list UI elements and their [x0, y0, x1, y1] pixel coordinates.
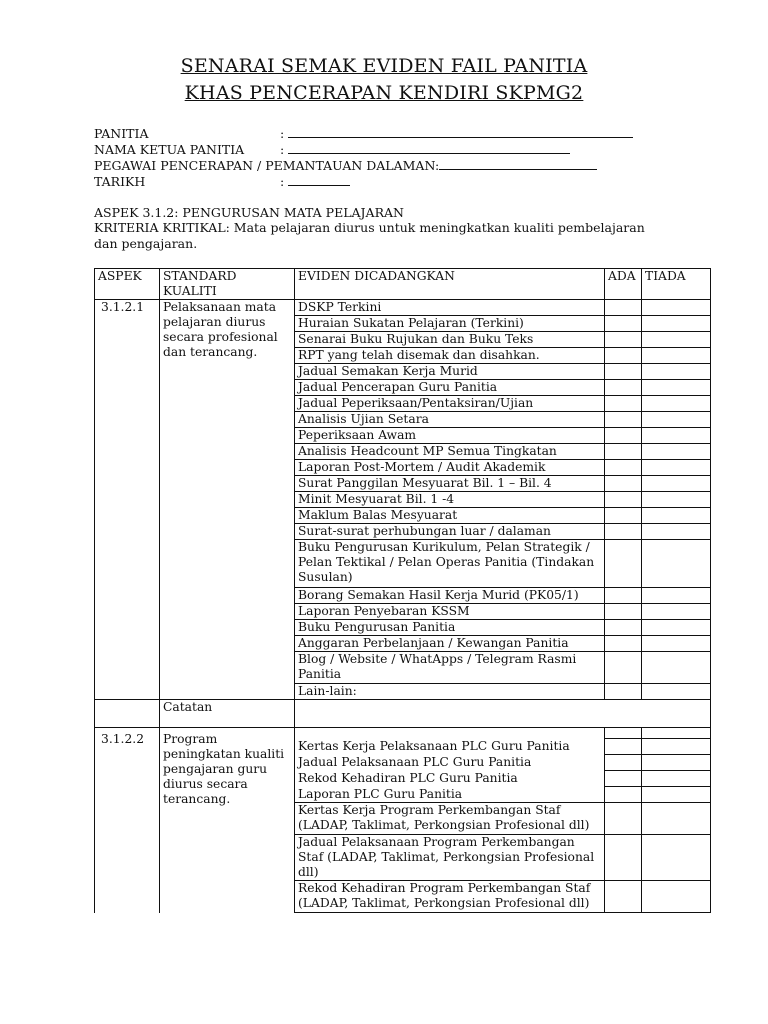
- ada-checkbox[interactable]: [605, 739, 642, 755]
- field-label: TARIKH: [94, 174, 146, 189]
- ada-checkbox[interactable]: [605, 728, 642, 739]
- ada-checkbox[interactable]: [605, 444, 642, 460]
- header-ada: ADA: [605, 269, 642, 300]
- tiada-checkbox[interactable]: [642, 739, 711, 755]
- ada-checkbox[interactable]: [605, 380, 642, 396]
- ada-checkbox[interactable]: [605, 755, 642, 771]
- tiada-checkbox[interactable]: [642, 332, 711, 348]
- evidence-item: Jadual Pelaksanaan PLC Guru Panitia: [295, 755, 605, 771]
- evidence-item: Minit Mesyuarat Bil. 1 -4: [295, 492, 605, 508]
- catatan-row: [95, 700, 711, 728]
- catatan-blank: [95, 700, 160, 728]
- aspek-code: 3.1.2.2: [95, 728, 160, 913]
- kriteria-kritikal: KRITERIA KRITIKAL: Mata pelajaran diurus untuk meningkatkan kualiti pembelajaran dan pengajaran.: [94, 220, 645, 251]
- evidence-item: Jadual Pelaksanaan Program Perkembangan Staf (LADAP, Taklimat, Perkongsian Profesional dll): [295, 835, 605, 881]
- tiada-checkbox[interactable]: [642, 620, 711, 636]
- field-tarikh: [94, 174, 350, 189]
- ada-checkbox[interactable]: [605, 524, 642, 540]
- checklist-table: [94, 268, 711, 913]
- field-separator: :: [280, 174, 285, 189]
- tiada-checkbox[interactable]: [642, 755, 711, 771]
- evidence-item: Laporan Post-Mortem / Audit Akademik: [295, 460, 605, 476]
- ada-checkbox[interactable]: [605, 771, 642, 787]
- tiada-checkbox[interactable]: [642, 728, 711, 739]
- ada-checkbox[interactable]: [605, 835, 642, 881]
- catatan-field[interactable]: [295, 700, 711, 728]
- evidence-item: Buku Pengurusan Panitia: [295, 620, 605, 636]
- evidence-item: Maklum Balas Mesyuarat: [295, 508, 605, 524]
- field-separator: :: [280, 142, 285, 157]
- ada-checkbox[interactable]: [605, 620, 642, 636]
- evidence-item: Anggaran Perbelanjaan / Kewangan Panitia: [295, 636, 605, 652]
- evidence-item: Analisis Ujian Setara: [295, 412, 605, 428]
- tiada-checkbox[interactable]: [642, 412, 711, 428]
- blank-line: [288, 175, 350, 186]
- table-row: [95, 728, 711, 739]
- tiada-checkbox[interactable]: [642, 835, 711, 881]
- evidence-item: Analisis Headcount MP Semua Tingkatan: [295, 444, 605, 460]
- evidence-item: Peperiksaan Awam: [295, 428, 605, 444]
- header-tiada: TIADA: [642, 269, 711, 300]
- tiada-checkbox[interactable]: [642, 524, 711, 540]
- blank-line: [288, 127, 633, 138]
- tiada-checkbox[interactable]: [642, 588, 711, 604]
- field-pegawai: [94, 158, 597, 173]
- ada-checkbox[interactable]: [605, 652, 642, 684]
- ada-checkbox[interactable]: [605, 316, 642, 332]
- tiada-checkbox[interactable]: [642, 444, 711, 460]
- ada-checkbox[interactable]: [605, 636, 642, 652]
- evidence-item: Jadual Semakan Kerja Murid: [295, 364, 605, 380]
- evidence-item: Kertas Kerja Pelaksanaan PLC Guru Panitia: [295, 739, 605, 755]
- evidence-item: Surat Panggilan Mesyuarat Bil. 1 – Bil. 4: [295, 476, 605, 492]
- tiada-checkbox[interactable]: [642, 364, 711, 380]
- evidence-item: Lain-lain:: [295, 684, 605, 700]
- evidence-item: Jadual Pencerapan Guru Panitia: [295, 380, 605, 396]
- ada-checkbox[interactable]: [605, 428, 642, 444]
- table-row: [95, 300, 711, 316]
- ada-checkbox[interactable]: [605, 588, 642, 604]
- ada-checkbox[interactable]: [605, 540, 642, 588]
- ada-checkbox[interactable]: [605, 348, 642, 364]
- evidence-item: Surat-surat perhubungan luar / dalaman: [295, 524, 605, 540]
- evidence-item: Senarai Buku Rujukan dan Buku Teks: [295, 332, 605, 348]
- ada-checkbox[interactable]: [605, 492, 642, 508]
- tiada-checkbox[interactable]: [642, 787, 711, 803]
- tiada-checkbox[interactable]: [642, 684, 711, 700]
- tiada-checkbox[interactable]: [642, 492, 711, 508]
- standard-kualiti: Pelaksanaan mata pelajaran diurus secara profesional dan terancang.: [160, 300, 295, 700]
- ada-checkbox[interactable]: [605, 412, 642, 428]
- tiada-checkbox[interactable]: [642, 803, 711, 835]
- evidence-item: Huraian Sukatan Pelajaran (Terkini): [295, 316, 605, 332]
- document-title: SENARAI SEMAK EVIDEN FAIL PANITIA: [180, 55, 588, 77]
- blank-line: [288, 143, 570, 154]
- ada-checkbox[interactable]: [605, 803, 642, 835]
- field-separator: :: [280, 126, 285, 141]
- evidence-item: Buku Pengurusan Kurikulum, Pelan Strategik / Pelan Tektikal / Pelan Operas Panitia (Tindakan Susulan): [295, 540, 605, 588]
- ada-checkbox[interactable]: [605, 476, 642, 492]
- tiada-checkbox[interactable]: [642, 508, 711, 524]
- header-eviden: EVIDEN DICADANGKAN: [295, 269, 605, 300]
- ada-checkbox[interactable]: [605, 396, 642, 412]
- tiada-checkbox[interactable]: [642, 652, 711, 684]
- evidence-item: Borang Semakan Hasil Kerja Murid (PK05/1): [295, 588, 605, 604]
- ada-checkbox[interactable]: [605, 881, 642, 913]
- field-label: PEGAWAI PENCERAPAN / PEMANTAUAN DALAMAN:: [94, 158, 440, 173]
- evidence-item: DSKP Terkini: [295, 300, 605, 316]
- tiada-checkbox[interactable]: [642, 540, 711, 588]
- evidence-item: Laporan PLC Guru Panitia: [295, 787, 605, 803]
- evidence-item: Laporan Penyebaran KSSM: [295, 604, 605, 620]
- tiada-checkbox[interactable]: [642, 316, 711, 332]
- tiada-checkbox[interactable]: [642, 428, 711, 444]
- tiada-checkbox[interactable]: [642, 771, 711, 787]
- ada-checkbox[interactable]: [605, 460, 642, 476]
- blank-line: [439, 159, 597, 170]
- evidence-item: Jadual Peperiksaan/Pentaksiran/Ujian: [295, 396, 605, 412]
- tiada-checkbox[interactable]: [642, 380, 711, 396]
- ada-checkbox[interactable]: [605, 787, 642, 803]
- standard-kualiti: Program peningkatan kualiti pengajaran guru diurus secara terancang.: [160, 728, 295, 913]
- tiada-checkbox[interactable]: [642, 460, 711, 476]
- evidence-item: Rekod Kehadiran Program Perkembangan Staf (LADAP, Taklimat, Perkongsian Profesional dll): [295, 881, 605, 913]
- table-header-row: [95, 269, 711, 300]
- tiada-checkbox[interactable]: [642, 604, 711, 620]
- aspek-heading: ASPEK 3.1.2: PENGURUSAN MATA PELAJARAN: [94, 205, 404, 220]
- header-standard: STANDARD KUALITI: [160, 269, 295, 300]
- field-label: PANITIA: [94, 126, 149, 141]
- tiada-checkbox[interactable]: [642, 476, 711, 492]
- field-label: NAMA KETUA PANITIA: [94, 142, 245, 157]
- ada-checkbox[interactable]: [605, 332, 642, 348]
- aspek-code: 3.1.2.1: [95, 300, 160, 700]
- field-panitia: [94, 126, 633, 141]
- field-nama-ketua: [94, 142, 570, 157]
- ada-checkbox[interactable]: [605, 684, 642, 700]
- ada-checkbox[interactable]: [605, 604, 642, 620]
- evidence-item: Kertas Kerja Program Perkembangan Staf (LADAP, Taklimat, Perkongsian Profesional dll): [295, 803, 605, 835]
- ada-checkbox[interactable]: [605, 508, 642, 524]
- document-subtitle: KHAS PENCERAPAN KENDIRI SKPMG2: [184, 82, 584, 104]
- tiada-checkbox[interactable]: [642, 396, 711, 412]
- evidence-spacer: [295, 728, 605, 739]
- tiada-checkbox[interactable]: [642, 348, 711, 364]
- evidence-item: RPT yang telah disemak dan disahkan.: [295, 348, 605, 364]
- tiada-checkbox[interactable]: [642, 300, 711, 316]
- evidence-item: Blog / Website / WhatApps / Telegram Rasmi Panitia: [295, 652, 605, 684]
- catatan-label: Catatan: [160, 700, 295, 728]
- ada-checkbox[interactable]: [605, 364, 642, 380]
- header-aspek: ASPEK: [95, 269, 160, 300]
- tiada-checkbox[interactable]: [642, 636, 711, 652]
- evidence-item: Rekod Kehadiran PLC Guru Panitia: [295, 771, 605, 787]
- tiada-checkbox[interactable]: [642, 881, 711, 913]
- ada-checkbox[interactable]: [605, 300, 642, 316]
